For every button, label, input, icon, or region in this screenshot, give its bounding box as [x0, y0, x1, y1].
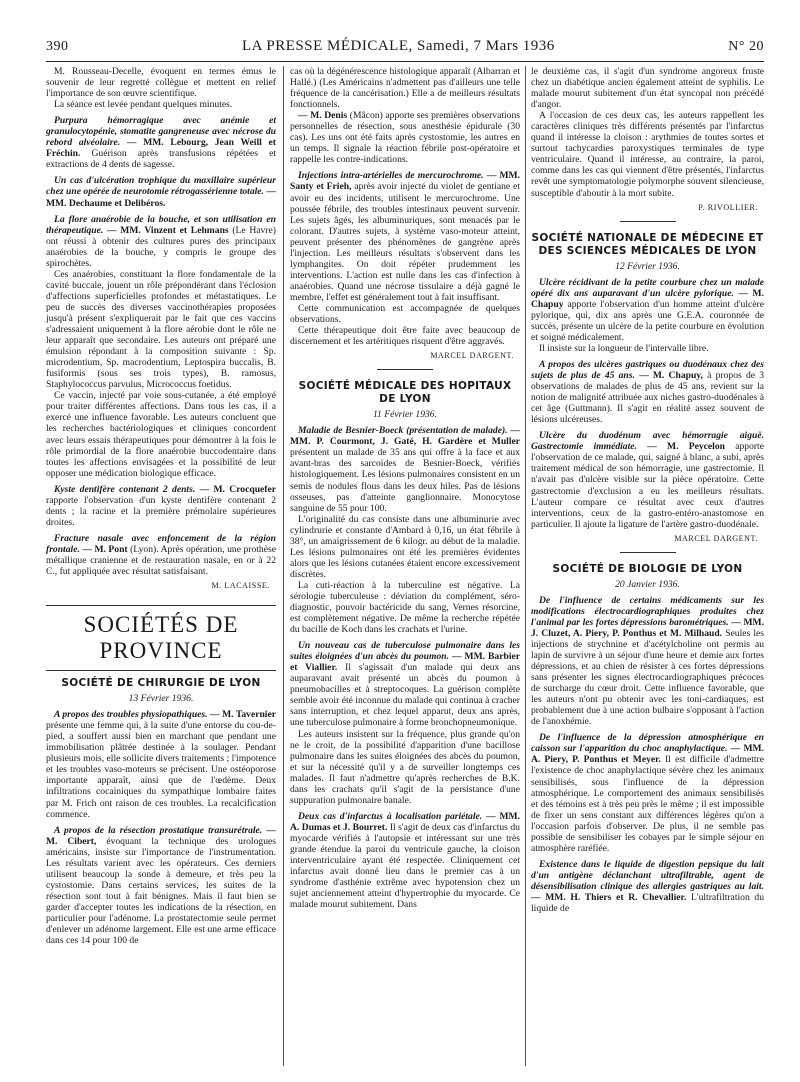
paragraph: Les auteurs insistent sur la fréquence, plus grande qu'on ne le croit, de la possibilité d'apparition d'une bacillose pulmonaire dans les suites éloignées des abcès du poumon, et sur la nécessité qu'il y a de surveiller longtemps ces malades. Il faut n'admettre qu'après recherches de B.K. dans les crachats qu'il s'agit de la persistance d'une suppuration pulmonaire banale. [290, 728, 520, 806]
paragraph: le deuxième cas, il s'agit d'un syndrome angoreux fruste chez un diabétique ancien également atteint de syphilis. Le malade mourut subitement d'un état syncopal non précédé d'angor. [531, 66, 764, 111]
column-divider [525, 66, 526, 1066]
article-body: Il s'agit de deux cas d'infarctus du myocarde vérifiés à l'autopsie et intéressant sur une très grande étendue la paroi du ventricule gauche, la cloison interventriculaire ayant été respectée. Cliniquement cet infarctus avait donné lieu dans le premier cas à un syndrome d'asthénie extrême avec hypotension chez un sujet anciennement atteint d'hypertrophie du myocarde. Ce malade mourut subitement. Dans [290, 821, 520, 911]
article-authors: — MM. Vinzent et Lehmans [107, 224, 229, 236]
article-title: Deux cas d'infarctus à localisation pariétale. [298, 810, 483, 822]
article-body: Il est difficile d'admettre l'existence de choc anaphylactique sévère chez les animaux sensibilisés, sous l'influence de la dépression atmosphérique. Le comportement des animaux sensibilisés et des témoins est à très peu près le même ; il est impossible de fixer un sens constant aux différences légères qu'on a l'occasion parfois d'observer. De plus, il ne semble pas possible de sensibiliser les cobayes par le simple séjour en atmosphère raréfiée. [531, 754, 765, 854]
paragraph: Cette communication est accompagnée de quelques observations. [290, 302, 520, 326]
article-title: Fracture nasale avec enfoncement de la région frontale. [46, 532, 276, 555]
article [46, 175, 276, 208]
signature: MARCEL DARGENT. [430, 351, 514, 361]
article-body: évoquant la technique des urologues américains, insiste sur l'importance de l'instrumentation. Les résultats varient avec les opérateurs. Ces derniers utilisent beaucoup la sonde à demeure, et très peu la cystostomie. Dans certains services, les suites de la résection sont tout à fait bénignes. Mais il faut bien se garder d'accepter toutes les indications de la résection, en particulier pour l'adénome. La prostatectomie seule permet d'enlever un adénome largement. Elle est une arme efficace dans ces 14 pour 100 de [46, 835, 276, 947]
article-authors: — M. Crocquefer [199, 483, 276, 495]
article-authors: — MM. Dechaume et Delibéros. [46, 186, 276, 209]
session-date: 12 Février 1936. [615, 260, 680, 272]
article-body: présente une femme qui, à la suite d'une entorse du cou-de-pied, a souffert aussi bien en marchant que pendant une immobilisation plâtrée destinée à la soulager. Pendant plusieurs mois, elle sollicite divers traitements ; l'impotence et les troubles vaso-moteurs se précisent. Une ostéoporose importante apparaît, ainsi que de l'œdème. Deux infiltrations cocaïniques du sympathique lombaire faites par M. Frich ont raison de ces troubles. La recalcification commence. [46, 720, 276, 820]
article [531, 732, 764, 854]
society-heading: SOCIÉTÉ MÉDICALE DES HOPITAUX DE LYON [298, 380, 512, 406]
article [46, 533, 276, 577]
article-title: Maladie de Besnier-Boeck (présentation de malade). [298, 425, 508, 437]
article-authors: — MM. A. Piery, P. Ponthus et Meyer. [531, 743, 764, 766]
paragraph: L'originalité du cas consiste dans une albuminurie avec cylindrurie et constante d'Ambard à 0,16, un état fébrile à 38°, un amaigrissement de 6 kilogr. au début de la maladie. Les lésions pulmonaires ont été les premières évidentes alors que les lésions cutanées étaient encore excessivement discrètes. [290, 513, 520, 580]
page-header [46, 38, 764, 60]
session-date: 11 Février 1936. [372, 409, 438, 421]
issue-number: N° 20 [728, 39, 764, 54]
article-authors: — M. Tavernier [210, 709, 276, 721]
article [290, 811, 520, 910]
article-authors: — M. Denis [298, 110, 348, 122]
society-heading: SOCIÉTÉ NATIONALE DE MÉDECINE ET DES SCIENCES MÉDICALES DE LYON [531, 231, 764, 257]
section-rule [620, 221, 676, 222]
article [531, 277, 764, 343]
article-authors: — MM. Santy et Frieh, [290, 170, 520, 193]
paragraph: La séance est levée pendant quelques minutes. [54, 99, 233, 111]
column-2 [290, 66, 520, 910]
article-title: De l'influence de la dépression atmosphérique en caisson sur l'apparition du choc anaphylactique. [531, 732, 764, 755]
article-title: Ulcère récidivant de la petite courbure chez un malade opéré dix ans auparavant d'un ulcère pylorique. [531, 276, 764, 299]
article-authors: — MM. P. Courmont, J. Gaté, H. Gardère et Muller [290, 425, 520, 448]
article-body: à propos de 3 observations de malades de plus de 45 ans, revient sur la notion de malignité attribuée aux niches gastro-duodénales à cet âge (Guttmann). Il s'agit en réalité assez souvent de lésions ulcéreuses. [531, 370, 764, 426]
article [531, 595, 764, 728]
article-body: après avoir injecté du violet de gentiane et avoir eu des incidents, utilisent le mercurochrome. Une poussée fébrile, des troubles intestinaux peuvent survenir. Les sujets âgés, les albuminuriques, sont menacés par le colorant. D'autres sujets, à système vaso-moteur atteint, peuvent présenter des phénomènes de gangrène après l'injection. Les meilleurs résultats s'observent dans les lymphangites. On doit répéter prudemment les interventions. L'action est nulle dans les cas d'infection à anaérobies. Quand une nécrose tissulaire a déjà gagné le membre, l'effet est généralement tout à fait insuffisant. [290, 181, 520, 303]
paragraph: Il insiste sur la longueur de l'intervalle libre. [539, 342, 709, 354]
column-1 [46, 66, 276, 946]
article [46, 115, 276, 170]
article-body: rapporte l'observation d'un kyste dentifère contenant 2 dents ; la racine et la première prémolaire supérieures droites. [46, 494, 276, 528]
section-rule [377, 369, 433, 370]
article-body: (Le Havre) ont réussi à obtenir des cultures pures des principaux anaérobies de la bouche, y compris le groupe des spirochètes. [46, 224, 276, 269]
article-title: Purpura hémorragique avec anémie et granulocytopénie, stomatite gangreneuse avec nécrose du rebord alvéolaire. [46, 115, 276, 149]
article [290, 425, 520, 513]
article [46, 709, 276, 819]
article-body: L'ultrafiltration du liquide de [531, 892, 764, 915]
section-rule [46, 670, 276, 671]
article-body: (Mâcon) apporte ses premières observations personnelles de résection, sous anesthésie épidurale (30 cas). Les uns ont été faits après cystostomie, les autres en un temps. Il signale la réaction fébrile post-opératoire et rappelle les contre-indications. [290, 110, 521, 166]
section-title: SOCIÉTÉS DE PROVINCE [83, 612, 239, 664]
article-title: Ulcère du duodénum avec hémorragie aiguë. Gastrectomie immédiate. [531, 430, 764, 453]
article-title: Injections intra-artérielles de mercurochrome. [298, 170, 484, 182]
article-title: A propos des ulcères gastriques ou duodénaux chez des sujets de plus de 45 ans. [531, 358, 764, 382]
article-body: Il s'agissait d'un malade qui deux ans auparavant avait présenté un abcès du poumon à pneumobacilles et à streptocoques. La guérison complète semble avoir été inconnue du malade qui continua à cracher sans interruption, et chez lequel apparut, deux ans après, une tuberculose pulmonaire à forme bronchopneumonique. [290, 662, 521, 729]
section-rule [620, 552, 676, 553]
article-title: La flore anaérobie de la bouche, et son utilisation en thérapeutique. [46, 213, 276, 236]
paragraph: A l'occasion de ces deux cas, les auteurs rappellent les caractères cliniques très différents présentés par l'infarctus quand il intéresse la cloison : arythmies de toutes sortes et surtout tachycardies paroxystiques terminales de type ventriculaire. Quand il intéresse, au contraire, la paroi, comme dans les cas qui viennent d'être présentés, l'infarctus revêt une symptomatologie polymorphe souvent silencieuse, susceptible d'aboutir à la mort subite. [531, 110, 764, 199]
article-body: Guérison après transfusions répétées et extractions de 4 dents de sagesse. [46, 148, 276, 171]
paragraph: Cette thérapeutique doit être faite avec beaucoup de discernement et les artéritiques risquent d'être aggravés. [290, 325, 520, 348]
journal-title: LA PRESSE MÉDICALE, Samedi, 7 Mars 1936 [241, 38, 555, 54]
article-body: présentent un malade de 35 ans qui offre à la face et aux avant-bras des sarcoïdes de Besnier-Boeck, vérifiés histologiquement. Les lésions pulmonaires consistent en un semis de nodules flous dans les deux hiles. Pas de lésions osseuses, pas d'atteinte ganglionnaire. Monocytose sanguine de 55 pour 100. [290, 447, 520, 514]
article [46, 484, 276, 528]
session-date: 13 Février 1936. [128, 693, 194, 705]
article-authors: — M. Chapuy [531, 287, 764, 310]
article-title: Existence dans le liquide de digestion pepsique du lait d'un antigène déclanchant ultrafiltrable, agent de désensibilisation clinique des allergies gastriques au lait. [531, 858, 764, 892]
article [531, 430, 764, 529]
article-title: Un nouveau cas de tuberculose pulmonaire dans les suites éloignées d'un abcès du poumon. [290, 640, 520, 663]
article-title: Un cas d'ulcération trophique du maxillaire supérieur chez une opérée de neurotomie rétrogassérienne totale. [46, 175, 276, 198]
article-authors: — M. Chapuy, [639, 370, 703, 382]
header-rule [46, 61, 764, 62]
article-body: apporte l'observation de ce malade, qui, saigné à blanc, a subi, après traitement médical de son hémorragie, une gastrectomie. Il n'avait pas d'ulcère visible sur la pièce opératoire. Cette gastrectomie d'exclusion a eu les meilleurs résultats. L'auteur compare ce résultat avec ceux d'autres interventions, ceux de la gastro-entéro-anastomose en particulier. Il ajoute la ligature de l'artère gastro-duodénale. [531, 441, 764, 530]
session-date: 20 Janvier 1936. [615, 578, 680, 590]
article-title: A propos des troubles physiopathiques. [54, 709, 208, 721]
article-body: apporte l'observation d'un homme atteint d'ulcère pylorique, qui, dix ans après une G.E.A. couronnée de succès, présente un ulcère de la petite courbure en évolution et soigné médicalement. [531, 298, 764, 343]
paragraph: La cuti-réaction à la tuberculine est négative. La sérologie tuberculeuse : déviation du complément, séro-diagnostic, pouvoir bactéricide du sang, Vernes résorcine, est complètement négative. De même la recherche répétée du bacille de Koch dans les crachats et l'urine. [290, 579, 520, 636]
article-body: Seules les injections de strychnine et d'acétylcholine ont permis au lapin de survivre à un séjour d'une heure et demie aux fortes dépressions, et au chien de résister à ces fortes dépressions sans présenter les signes électrocardiographiques précoces de surcharge du cœur droit. Cette influence favorable, que les auteurs n'ont pu obtenir avec les toni-cardiaques, est probablement due à une action bulbaire s'opposant à l'action de l'anoxhémie. [531, 627, 765, 728]
article-authors: — MM. H. Thiers et R. Chevallier. [531, 892, 687, 903]
paragraph: Ce vaccin, injecté par voie sous-cutanée, a été employé pour traiter différentes affections. Dans tous les cas, il a exercé une influence favorable. Les auteurs concluent que les recherches bactériologiques et cliniques concordent avec leurs essais thérapeutiques pour démontrer à la fois le rôle primordial de la flore anaérobie buccodentaire dans toutes les affections envisagées et la possibilité de leur opposer une médication biologique efficace. [46, 390, 276, 479]
column-divider [283, 66, 284, 1066]
section-rule [46, 605, 276, 606]
article [531, 359, 764, 425]
article [46, 214, 276, 269]
article-body: (Lyon). Après opération, une prothèse métallique cranienne et de restauration nasale, en or à 22 C., fut appliquée avec résultat satisfaisant. [46, 543, 276, 578]
article-authors: — M. Peycelon [647, 441, 725, 453]
paragraph: Ces anaérobies, constituant la flore fondamentale de la cavité buccale, jouent un rôle prépondérant dans l'éclosion d'affections superficielles profondes et métastatiques. Le peu de succès des diverses vaccinothérapies proposées jusqu'à présent s'expliquerait par le fait que ces vaccins s'adressaient uniquement à la flore aérobie dont le rôle ne leur apparaît que secondaire. Les auteurs ont préparé une émulsion répondant à la composition suivante : Sp. microdentium, Sp. macrodentium, Leptospira buccalis, B. fusiformis (sous ses trois types), B. ramosus, Staphylococcus parvulus, Micrococcus foetidus. [46, 268, 276, 391]
article [290, 640, 520, 728]
article [531, 859, 764, 914]
article-title: Kyste dentifère contenant 2 dents. [54, 483, 196, 495]
article [290, 170, 520, 303]
article-title: A propos de la résection prostatique transurétrale. [54, 824, 263, 836]
signature: M. LACAISSE. [211, 581, 270, 591]
article-authors: — MM. A. Dumas et J. Bourret. [290, 810, 520, 833]
article-authors: — M. Pont [82, 543, 128, 555]
article [290, 110, 520, 165]
article-authors: — MM. J. Cluzet, A. Piery, P. Ponthus et M. Milhaud. [531, 616, 764, 639]
paragraph: M. Rousseau-Decelle, évoquent en termes émus le souvenir de leur regretté collègue et mettent en relief l'importance de son œuvre scientifique. [46, 66, 276, 100]
article-authors: — MM. Lebourg, Jean Weill et Fréchin. [46, 137, 276, 160]
society-heading: SOCIÉTÉ DE CHIRURGIE DE LYON [61, 677, 261, 690]
signature: MARCEL DARGENT. [674, 533, 758, 543]
article-authors: — M. Cibert, [46, 824, 276, 847]
signature: P. RIVOLLIER. [698, 202, 758, 212]
column-3 [531, 66, 764, 914]
article-authors: — MM. Barbier et Viallier. [290, 651, 521, 674]
article-title: De l'influence de certains médicaments sur les modifications électrocardiographiques produites chez l'animal par les fortes dépressions barométriques. [531, 594, 764, 628]
page-number: 390 [46, 39, 69, 54]
society-heading: SOCIÉTÉ DE BIOLOGIE DE LYON [552, 562, 743, 575]
paragraph: cas où la dégénérescence histologique apparaît (Albarran et Hallé.) (Les Américains n'admettent pas d'ailleurs une telle fréquence de la cancérisation.) Elle a de meilleurs résultats fonctionnels. [290, 66, 520, 111]
article [46, 825, 276, 947]
